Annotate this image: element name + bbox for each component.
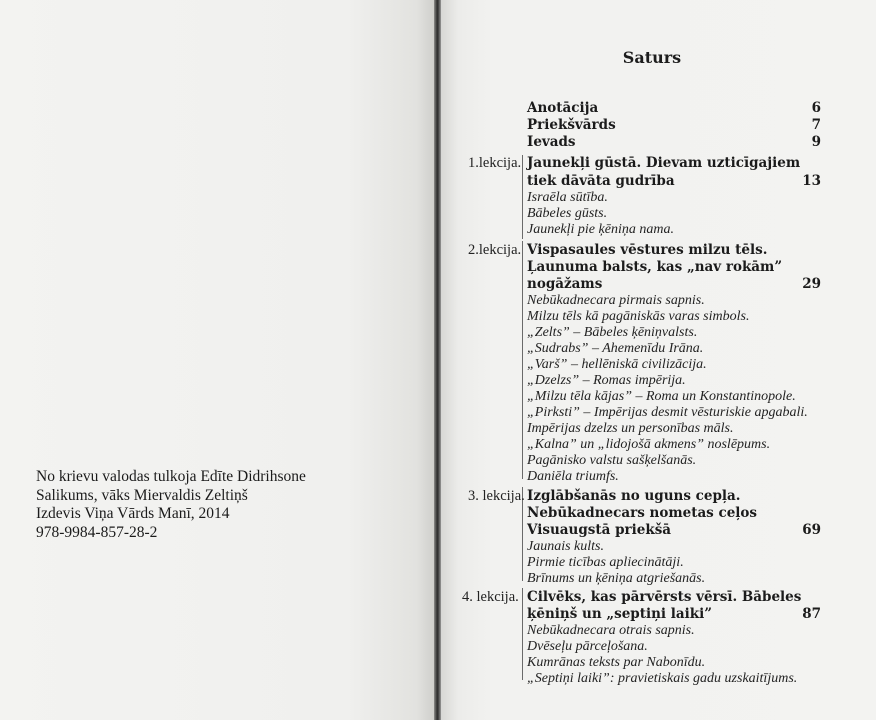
lecture-subtopic: Milzu tēls kā pagāniskās varas simbols. [527, 309, 750, 324]
lecture-title-line: Jaunekļi gūstā. Dievam uzticīgajiem [527, 155, 801, 171]
lecture-page: 87 [802, 606, 821, 622]
left-page [0, 0, 434, 720]
book-gutter [434, 0, 441, 720]
toc-title: Saturs [622, 48, 682, 67]
isbn-line: 978-9984-857-28-2 [36, 523, 158, 541]
lecture-subtopic: Pirmie ticības apliecinātāji. [527, 555, 684, 570]
lecture-subtopic: „Pirksti” – Impērijas desmit vēsturiskie apgabali. [527, 405, 808, 420]
lecture-label: 1.lekcija. [468, 155, 522, 171]
lecture-page: 29 [802, 276, 821, 292]
lecture-title-line: tiek dāvāta gudrība [527, 173, 675, 189]
lecture-subtopic: Dvēseļu pārceļošana. [527, 639, 648, 654]
publisher-line: Izdevis Viņa Vārds Manī, 2014 [36, 505, 230, 522]
lecture-subtopic: Pagānisko valstu sašķelšanās. [527, 453, 697, 468]
lecture-subtopic: Israēla sūtība. [527, 190, 608, 205]
lecture-subtopic: „Varš” – hellēniskā civilizācija. [527, 357, 707, 372]
lecture-page: 13 [802, 173, 821, 189]
lecture-subtopic: Nebūkadnecara otrais sapnis. [527, 623, 695, 638]
lecture-label: 3. lekcija. [468, 488, 525, 504]
lecture-page: 69 [802, 522, 821, 538]
lecture-subtopic: Nebūkadnecara pirmais sapnis. [527, 293, 705, 308]
lecture-separator [522, 155, 523, 239]
lecture-subtopic: Impērijas dzelzs un personības māls. [527, 421, 734, 436]
lecture-title-line: ķēniņš un „septiņi laiki” [527, 606, 712, 622]
lecture-subtopic: „Septiņi laiki”: pravietiskais gadu uzskaitījums. [527, 671, 798, 686]
lecture-separator [522, 588, 523, 680]
layout-line: Salikums, vāks Miervaldis Zeltiņš [36, 486, 248, 504]
toc-entry-page: 9 [811, 134, 821, 150]
lecture-subtopic: „Kalna” un „lidojošā akmens” noslēpums. [527, 437, 771, 452]
lecture-subtopic: „Milzu tēla kājas” – Roma un Konstantinopole. [527, 389, 796, 404]
lecture-label: 2.lekcija. [468, 242, 522, 258]
toc-entry-title: Anotācija [527, 100, 599, 116]
lecture-subtopic: Brīnums un ķēniņa atgriešanās. [527, 571, 706, 586]
lecture-title-line: Izglābšanās no uguns cepļa. [527, 488, 741, 504]
lecture-title-line: Cilvēks, kas pārvērsts vērsī. Bābeles [527, 589, 802, 605]
lecture-title-line: Nebūkadnecars nometas ceļos [527, 505, 758, 521]
lecture-subtopic: Bābeles gūsts. [527, 206, 608, 221]
lecture-subtopic: Daniēla triumfs. [527, 469, 619, 484]
lecture-subtopic: Jaunekļi pie ķēniņa nama. [527, 222, 674, 237]
lecture-title-line: Visuaugstā priekšā [527, 522, 672, 538]
lecture-title-line: Ļaunuma balsts, kas „nav rokām” [527, 259, 783, 275]
lecture-title-line: nogāžams [527, 276, 603, 292]
toc-entry-title: Priekšvārds [527, 117, 616, 133]
lecture-subtopic: Kumrānas teksts par Nabonīdu. [527, 655, 706, 670]
translator-line: No krievu valodas tulkoja Edīte Didrihsone [36, 468, 306, 485]
toc-entry-page: 6 [811, 100, 821, 116]
lecture-subtopic: „Dzelzs” – Romas impērija. [527, 373, 686, 388]
imprint [36, 468, 306, 542]
lecture-subtopic: Jaunais kults. [527, 539, 604, 554]
toc-entry-page: 7 [811, 117, 821, 133]
lecture-separator [522, 241, 523, 479]
toc-entry-title: Ievads [527, 134, 576, 150]
lecture-title-line: Vispasaules vēstures milzu tēls. [527, 242, 768, 258]
lecture-subtopic: „Sudrabs” – Ahemenīdu Irāna. [527, 341, 704, 356]
lecture-label: 4. lekcija. [462, 589, 519, 605]
lecture-subtopic: „Zelts” – Bābeles ķēniņvalsts. [527, 325, 698, 340]
